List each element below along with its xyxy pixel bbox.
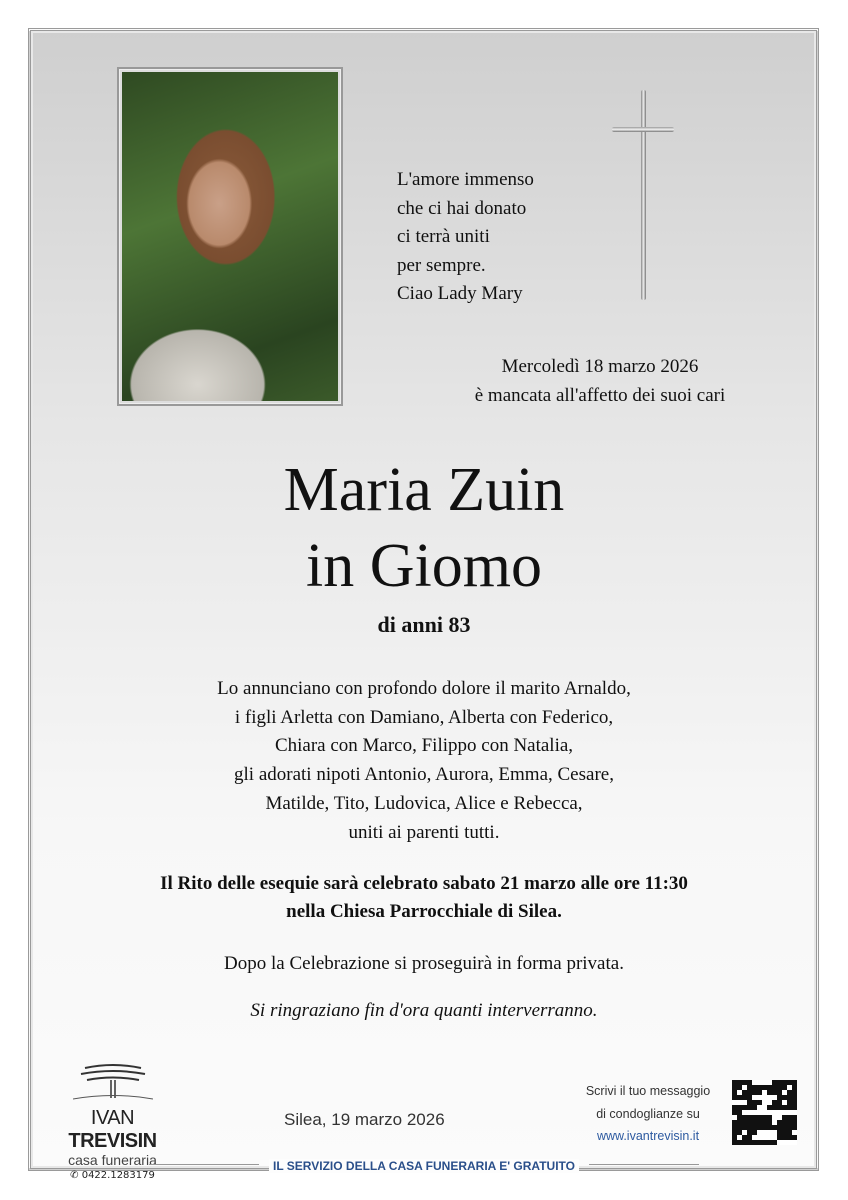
funeral-info <box>0 870 848 926</box>
funeral-line: Il Rito delle esequie sarà celebrato sabato 21 marzo alle ore 11:30 <box>160 873 688 894</box>
verse-line: che ci hai donato <box>397 197 527 219</box>
verse-line: ci terrà uniti <box>397 226 490 247</box>
deceased-name <box>0 452 848 604</box>
phone-icon: ✆ <box>70 1170 79 1181</box>
announcement-line: gli adorati nipoti Antonio, Aurora, Emma, Cesare, <box>234 764 614 786</box>
deceased-photo <box>117 67 343 406</box>
phone-number: 0422.1283179 <box>81 1170 155 1181</box>
tree-logo-icon <box>73 1062 153 1100</box>
verse-line: per sempre. <box>397 254 486 276</box>
married-name-line: in Giomo <box>306 532 542 600</box>
logo-subtitle: casa funeraria <box>68 1152 157 1168</box>
announcement <box>0 675 848 847</box>
logo-first: IVAN <box>90 1107 135 1129</box>
condolence-message <box>568 1080 728 1148</box>
message-line: di condoglianze su <box>596 1106 700 1121</box>
verse <box>397 166 534 309</box>
message-line: Scrivi il tuo messaggio <box>585 1084 711 1098</box>
funeral-line: nella Chiesa Parrocchiale di Silea. <box>286 901 562 922</box>
name-line: Maria Zuin <box>283 456 565 524</box>
death-date-block <box>420 352 780 410</box>
age: di anni 83 <box>377 612 471 637</box>
verse-line: L'amore immenso <box>397 169 534 190</box>
logo-last: TREVISIN <box>68 1130 157 1152</box>
portrait-image <box>122 72 338 401</box>
thanks-note: Si ringraziano fin d'ora quanti interverranno. <box>250 1000 598 1021</box>
death-date: Mercoledì 18 marzo 2026 <box>501 356 699 377</box>
free-service-banner <box>0 1159 848 1173</box>
cross-icon <box>641 90 646 300</box>
announcement-line: Lo annunciano con profondo dolore il marito Arnaldo, <box>217 678 631 699</box>
divider <box>589 1164 699 1169</box>
announcement-line: uniti ai parenti tutti. <box>348 821 500 843</box>
website-link[interactable]: www.ivantrevisin.it <box>596 1129 700 1143</box>
announcement-line: Matilde, Tito, Ludovica, Alice e Rebecca, <box>265 792 583 814</box>
verse-line: Ciao Lady Mary <box>397 283 523 304</box>
announcement-line: i figli Arletta con Damiano, Alberta con Federico, <box>234 706 614 728</box>
divider <box>149 1164 259 1169</box>
banner-text: IL SERVIZIO DELLA CASA FUNERARIA E' GRATUITO <box>269 1159 579 1173</box>
death-text: è mancata all'affetto dei suoi cari <box>474 385 726 406</box>
cross-icon-bar <box>612 127 674 132</box>
place-date: Silea, 19 marzo 2026 <box>284 1110 445 1129</box>
announcement-line: Chiara con Marco, Filippo con Natalia, <box>274 735 574 757</box>
qr-module <box>792 1140 797 1145</box>
after-note: Dopo la Celebrazione si proseguirà in forma privata. <box>224 953 624 974</box>
qr-code[interactable] <box>732 1080 797 1145</box>
